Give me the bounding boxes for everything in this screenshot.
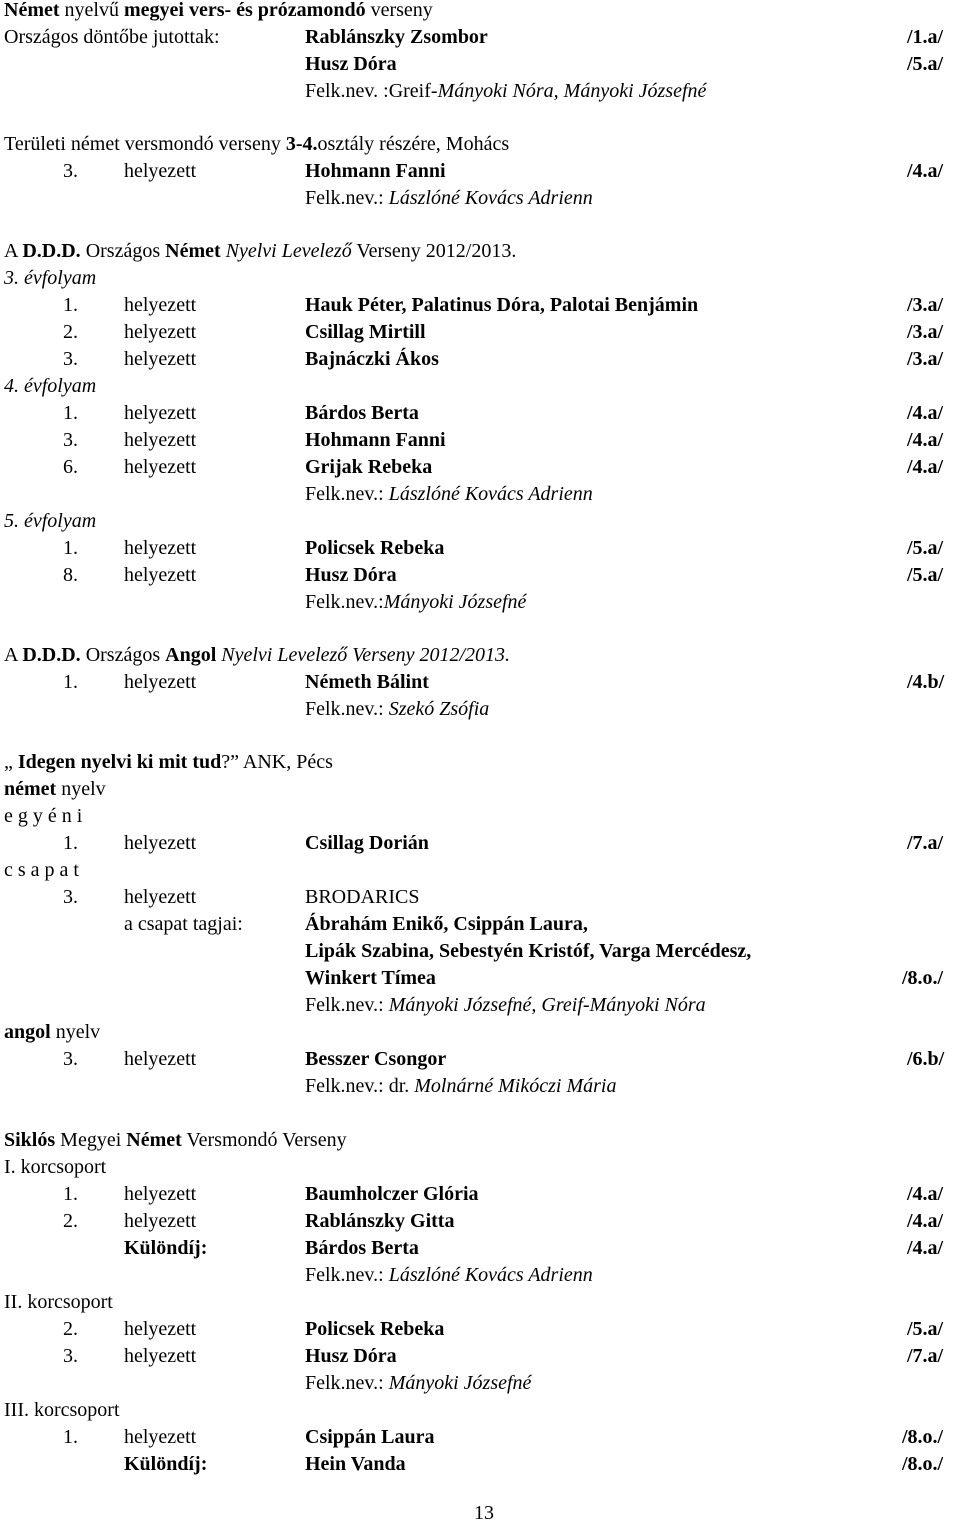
place-number: 2. xyxy=(63,1210,78,1232)
place-label: helyezett xyxy=(124,1318,197,1340)
title-part: Országos xyxy=(80,644,166,666)
place-number: 1. xyxy=(63,671,78,693)
teacher-prefix: Felk.nev.: xyxy=(305,994,389,1016)
student-name: Csillag Dorián xyxy=(305,832,429,854)
title-part: Megyei xyxy=(55,1129,127,1151)
student-name: Rablánszky Gitta xyxy=(305,1210,455,1232)
teacher-prefix: Felk.nev. :Greif- xyxy=(305,80,438,102)
teacher-prefix: Felk.nev.: xyxy=(305,698,389,720)
title-part: D.D.D. xyxy=(22,240,81,262)
class-label: /4.b/ xyxy=(907,671,945,693)
teacher-prefix: Felk.nev.: xyxy=(305,483,389,505)
place-label: helyezett xyxy=(124,564,197,586)
class-label: /4.a/ xyxy=(907,456,944,478)
title-part: Siklós xyxy=(4,1129,56,1151)
teacher-prefix: Felk.nev.: dr. xyxy=(305,1075,415,1097)
class-label: /4.a/ xyxy=(907,429,944,451)
student-name: Besszer Csongor xyxy=(305,1048,447,1070)
title-part: Idegen nyelvi ki mit tud xyxy=(17,751,222,773)
teacher-name: Szekó Zsófia xyxy=(388,698,490,720)
row-label: Országos döntőbe jutottak: xyxy=(4,26,220,48)
title-part: verseny xyxy=(365,0,433,21)
place-label: helyezett xyxy=(124,1048,197,1070)
title-part: Angol xyxy=(165,644,217,666)
title-part: „ xyxy=(4,751,18,773)
place-label: helyezett xyxy=(124,160,197,182)
class-label: /3.a/ xyxy=(907,294,944,316)
special-prize-label: Különdíj: xyxy=(124,1453,208,1475)
class-label: /8.o./ xyxy=(902,967,944,989)
class-label: /3.a/ xyxy=(907,348,944,370)
class-label: /7.a/ xyxy=(907,1345,944,1367)
teacher-prefix: Felk.nev.: xyxy=(305,1264,389,1286)
place-label: helyezett xyxy=(124,671,197,693)
class-label: /1.a/ xyxy=(907,26,944,48)
team-members: Winkert Tímea xyxy=(305,967,436,989)
place-number: 3. xyxy=(63,886,78,908)
title-part: 3-4. xyxy=(285,133,318,155)
place-label: helyezett xyxy=(124,1426,197,1448)
teacher-name: Lászlóné Kovács Adrienn xyxy=(388,1264,593,1286)
title-part: D.D.D. xyxy=(22,644,81,666)
language-part: angol xyxy=(4,1021,51,1043)
teacher-prefix: Felk.nev.: xyxy=(305,1372,389,1394)
class-label: /5.a/ xyxy=(907,1318,944,1340)
class-label: /4.a/ xyxy=(907,1183,944,1205)
title-part: Verseny 2012/2013. xyxy=(351,240,517,262)
place-label: helyezett xyxy=(124,456,197,478)
title-part: nyelvű xyxy=(59,0,124,21)
class-label: /5.a/ xyxy=(907,564,944,586)
class-label: /4.a/ xyxy=(907,402,944,424)
class-label: /3.a/ xyxy=(907,321,944,343)
class-label: /4.a/ xyxy=(907,1210,944,1232)
title-part: A xyxy=(4,240,23,262)
members-label: a csapat tagjai: xyxy=(124,913,243,935)
teacher-name: Lászlóné Kovács Adrienn xyxy=(388,187,593,209)
place-number: 1. xyxy=(63,832,78,854)
place-label: helyezett xyxy=(124,294,197,316)
class-label: /4.a/ xyxy=(907,160,944,182)
student-name: Husz Dóra xyxy=(305,564,397,586)
student-name: Baumholczer Glória xyxy=(305,1183,479,1205)
place-number: 3. xyxy=(63,348,78,370)
place-label: helyezett xyxy=(124,402,197,424)
student-name: Csillag Mirtill xyxy=(305,321,426,343)
place-number: 1. xyxy=(63,1426,78,1448)
place-number: 2. xyxy=(63,1318,78,1340)
place-label: helyezett xyxy=(124,429,197,451)
student-name: Hohmann Fanni xyxy=(305,429,446,451)
class-label: /5.a/ xyxy=(907,53,944,75)
team-name: BRODARICS xyxy=(305,886,420,908)
class-label: /7.a/ xyxy=(907,832,944,854)
title-part: Nyelvi Levelező xyxy=(220,240,352,262)
student-name: Hohmann Fanni xyxy=(305,160,446,182)
language-part: nyelv xyxy=(56,778,106,800)
place-number: 3. xyxy=(63,429,78,451)
teacher-name: Mányoki Nóra, Mányoki Józsefné xyxy=(437,80,707,102)
place-label: helyezett xyxy=(124,1345,197,1367)
place-number: 3. xyxy=(63,1345,78,1367)
place-number: 8. xyxy=(63,564,78,586)
student-name: Hauk Péter, Palatinus Dóra, Palotai Benjámin xyxy=(305,294,699,316)
place-label: helyezett xyxy=(124,321,197,343)
place-number: 2. xyxy=(63,321,78,343)
title-part: Országos xyxy=(80,240,166,262)
place-number: 3. xyxy=(63,1048,78,1070)
teacher-name: Lászlóné Kovács Adrienn xyxy=(388,483,593,505)
class-label: /6.b/ xyxy=(907,1048,945,1070)
title-part: Német xyxy=(165,240,221,262)
student-name: Policsek Rebeka xyxy=(305,1318,445,1340)
place-number: 6. xyxy=(63,456,78,478)
title-part: Területi német versmondó verseny xyxy=(4,133,286,155)
title-part: Német xyxy=(4,0,60,21)
page-number: 13 xyxy=(474,1502,494,1524)
teacher-name: Mányoki Józsefné xyxy=(388,1372,532,1394)
place-number: 1. xyxy=(63,537,78,559)
place-label: helyezett xyxy=(124,1210,197,1232)
student-name: Rablánszky Zsombor xyxy=(305,26,488,48)
document-page: Német nyelvű megyei vers- és prózamondó verseny Országos döntőbe jutottak: Rablánszky Zsombor /1.a/ Husz Dóra /5.a/ Felk.nev. :Greif-Mányoki Nóra, Mányoki Józsefné Területi német versmondó verseny 3-4.osztály részére, Mohács 3. helyezett Hohmann Fanni /4.a/ Felk.nev.: Lászlóné Kovács Adrienn A D.D.D. Országos Német Nyelvi Levelező Verseny 2012/2013. 3. évfolyam 1. helyezett Hauk Péter, Palatinus Dóra, Palotai Benjámin /3.a/ 2. helyezett Csillag Mirtill /3.a/ 3. helyezett Bajnáczki Ákos /3.a/ 4. évfolyam 1. helyezett Bárdos Berta /4.a/ 3. helyezett Hohmann Fanni /4.a/ 6. helyezett Grijak Rebeka /4.a/ Felk.nev.: Lászlóné Kovács Adrienn 5. évfolyam 1. helyezett Policsek Rebeka /5.a/ 8. helyezett Husz Dóra /5.a/ Felk.nev.:Mányoki Józsefné A D.D.D. Országos Angol Nyelvi Levelező Verseny 2012/2013. 1. helyezett Németh Bálint /4.b/ Felk.nev.: Szekó Zsófia „ Idegen nyelvi ki mit tud?” ANK, Pécs német nyelv e g y é n i 1. helyezett Csillag Dorián /7.a/ c s a p a t 3. helyezett BRODARICS a csapat tagjai: Ábrahám Enikő, Csippán Laura, Lipák Szabina, Sebestyén Kristóf, Varga Mercédesz, Winkert Tímea /8.o./ Felk.nev.: Mányoki Józsefné, Greif-Mányoki Nóra angol nyelv 3. helyezett Besszer Csongor /6.b/ Felk.nev.: dr. Molnárné Mikóczi Mária Siklós Megyei Német Versmondó Verseny I. korcsoport 1. helyezett Baumholczer Glória /4.a/ 2. helyezett Rablánszky Gitta /4.a/ Különdíj: Bárdos Berta /4.a/ Felk.nev.: Lászlóné Kovács Adrienn II. korcsoport 2. helyezett Policsek Rebeka /5.a/ 3. helyezett Husz Dóra /7.a/ Felk.nev.: Mányoki Józsefné III. korcsoport 1. helyezett Csippán Laura /8.o./ Különdíj: Hein Vanda /8.o./ 13 xyxy=(0,0,960,1528)
student-name: Husz Dóra xyxy=(305,1345,397,1367)
student-name: Bárdos Berta xyxy=(305,402,419,424)
student-name: Bajnáczki Ákos xyxy=(305,348,439,370)
student-name: Csippán Laura xyxy=(305,1426,435,1448)
place-label: helyezett xyxy=(124,348,197,370)
student-name: Bárdos Berta xyxy=(305,1237,419,1259)
title-part: ?” ANK, Pécs xyxy=(221,751,333,773)
special-prize-label: Különdíj: xyxy=(124,1237,208,1259)
title-part: Versmondó xyxy=(181,1129,278,1151)
team-members: Ábrahám Enikő, Csippán Laura, xyxy=(305,913,588,935)
teacher-name: Mányoki Józsefné xyxy=(383,591,527,613)
place-number: 1. xyxy=(63,402,78,424)
team-members: Lipák Szabina, Sebestyén Kristóf, Varga Mercédesz, xyxy=(305,940,752,962)
student-name: Husz Dóra xyxy=(305,53,397,75)
student-name: Németh Bálint xyxy=(305,671,429,693)
place-label: helyezett xyxy=(124,832,197,854)
language-part: német xyxy=(4,778,57,800)
title-part: Német xyxy=(126,1129,182,1151)
title-part: megyei vers- és prózamondó xyxy=(123,0,366,21)
language-part: nyelv xyxy=(50,1021,101,1043)
student-name: Hein Vanda xyxy=(305,1453,406,1475)
place-label: helyezett xyxy=(124,886,197,908)
title-part: A xyxy=(4,644,23,666)
place-number: 1. xyxy=(63,294,78,316)
class-label: /4.a/ xyxy=(907,1237,944,1259)
teacher-prefix: Felk.nev.: xyxy=(305,591,384,613)
teacher-prefix: Felk.nev.: xyxy=(305,187,389,209)
class-label: /8.o./ xyxy=(902,1426,944,1448)
class-label: /8.o./ xyxy=(902,1453,944,1475)
title-part: osztály részére, Mohács xyxy=(317,133,510,155)
teacher-name: Molnárné Mikóczi Mária xyxy=(414,1075,617,1097)
place-number: 1. xyxy=(63,1183,78,1205)
title-part: Verseny xyxy=(277,1129,347,1151)
title-part: Nyelvi Levelező Verseny 2012/2013. xyxy=(216,644,511,666)
student-name: Grijak Rebeka xyxy=(305,456,433,478)
class-label: /5.a/ xyxy=(907,537,944,559)
place-label: helyezett xyxy=(124,537,197,559)
student-name: Policsek Rebeka xyxy=(305,537,445,559)
teacher-name: Mányoki Józsefné, Greif-Mányoki Nóra xyxy=(388,994,706,1016)
place-number: 3. xyxy=(63,160,78,182)
place-label: helyezett xyxy=(124,1183,197,1205)
